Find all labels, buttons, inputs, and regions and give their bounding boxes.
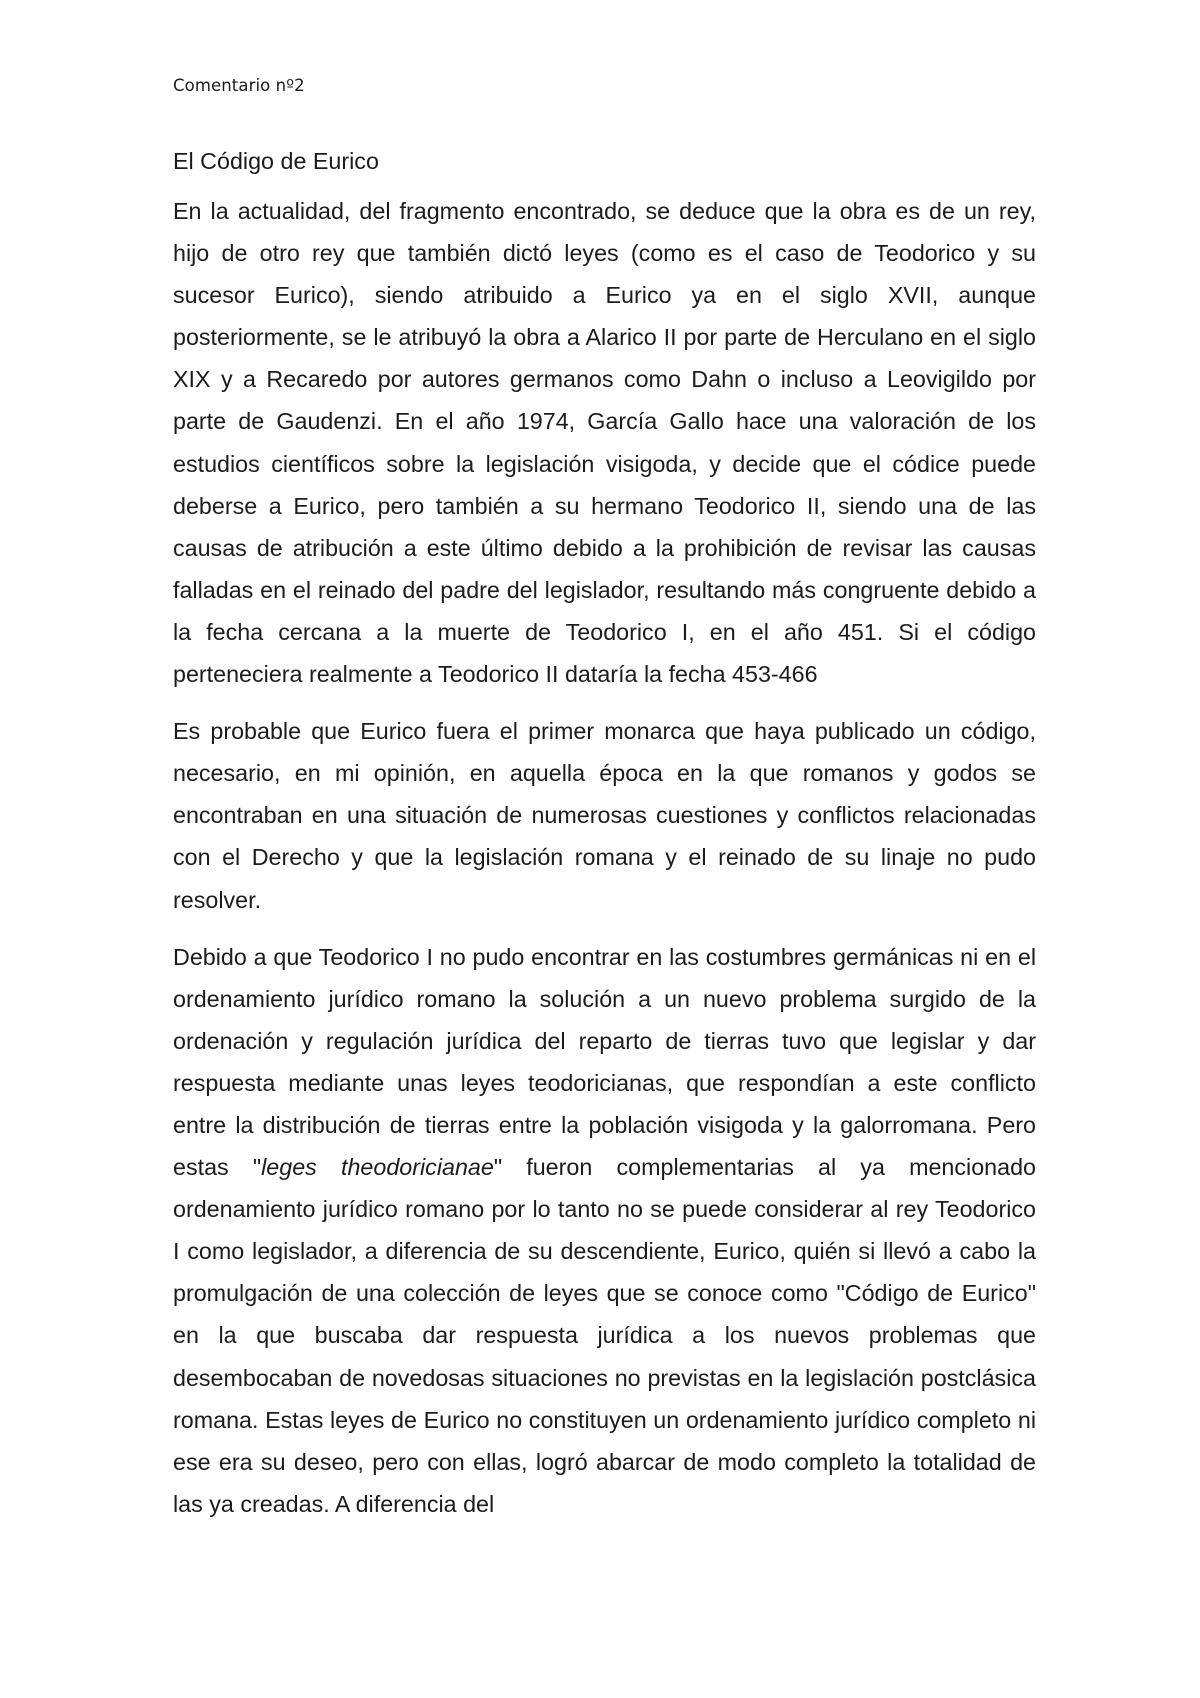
page-header-label: Comentario nº2 — [173, 76, 305, 95]
paragraph-3-text-end: " fueron complementarias al ya mencionado ordenamiento jurídico romano por lo tanto no se puede considerar al rey Teodorico I como legislador, a diferencia de su descendiente, Eurico, quién si llevó a cabo la promulgación de una colección de leyes que se conoce como "Código de Eurico" en la que buscaba dar respuesta jurídica a los nuevos problemas que desembocaban de novedosas situaciones no previstas en la legislación postclásica romana. Estas leyes de Eurico no constituyen un ordenamiento jurídico completo ni ese era su deseo, pero con ellas, logró abarcar de modo completo la totalidad de las ya creadas. A diferencia del — [173, 1154, 1036, 1517]
paragraph-3-text-start: Debido a que Teodorico I no pudo encontrar en las costumbres germánicas ni en el ordenamiento jurídico romano la solución a un nuevo problema surgido de la ordenación y regulación jurídica del reparto de tierras tuvo que legislar y dar respuesta mediante unas leyes teodoricianas, que respondían a este conflicto entre la distribución de tierras entre la población visigoda y la galorromana. Pero estas " — [173, 943, 1036, 1181]
document-body — [173, 140, 1036, 1540]
paragraph-3 — [173, 936, 1036, 1525]
italic-latin-term: leges theodoricianae — [261, 1154, 494, 1181]
paragraph-1: En la actualidad, del fragmento encontrado, se deduce que la obra es de un rey, hijo de otro rey que también dictó leyes (como es el caso de Teodorico y su sucesor Eurico), siendo atribuido a Eurico ya en el siglo XVII, aunque posteriormente, se le atribuyó la obra a Alarico II por parte de Herculano en el siglo XIX y a Recaredo por autores germanos como Dahn o incluso a Leovigildo por parte de Gaudenzi. En el año 1974, García Gallo hace una valoración de los estudios científicos sobre la legislación visigoda, y decide que el códice puede deberse a Eurico, pero también a su hermano Teodorico II, siendo una de las causas de atribución a este último debido a la prohibición de revisar las causas falladas en el reinado del padre del legislador, resultando más congruente debido a la fecha cercana a la muerte de Teodorico I, en el año 451. Si el código perteneciera realmente a Teodorico II dataría la fecha 453-466 — [173, 198, 1036, 688]
paragraph-2: Es probable que Eurico fuera el primer monarca que haya publicado un código, necesario, en mi opinión, en aquella época en la que romanos y godos se encontraban en una situación de numerosas cuestiones y conflictos relacionadas con el Derecho y que la legislación romana y el reinado de su linaje no pudo resolver. — [173, 718, 1036, 913]
document-title: El Código de Eurico — [173, 148, 379, 174]
